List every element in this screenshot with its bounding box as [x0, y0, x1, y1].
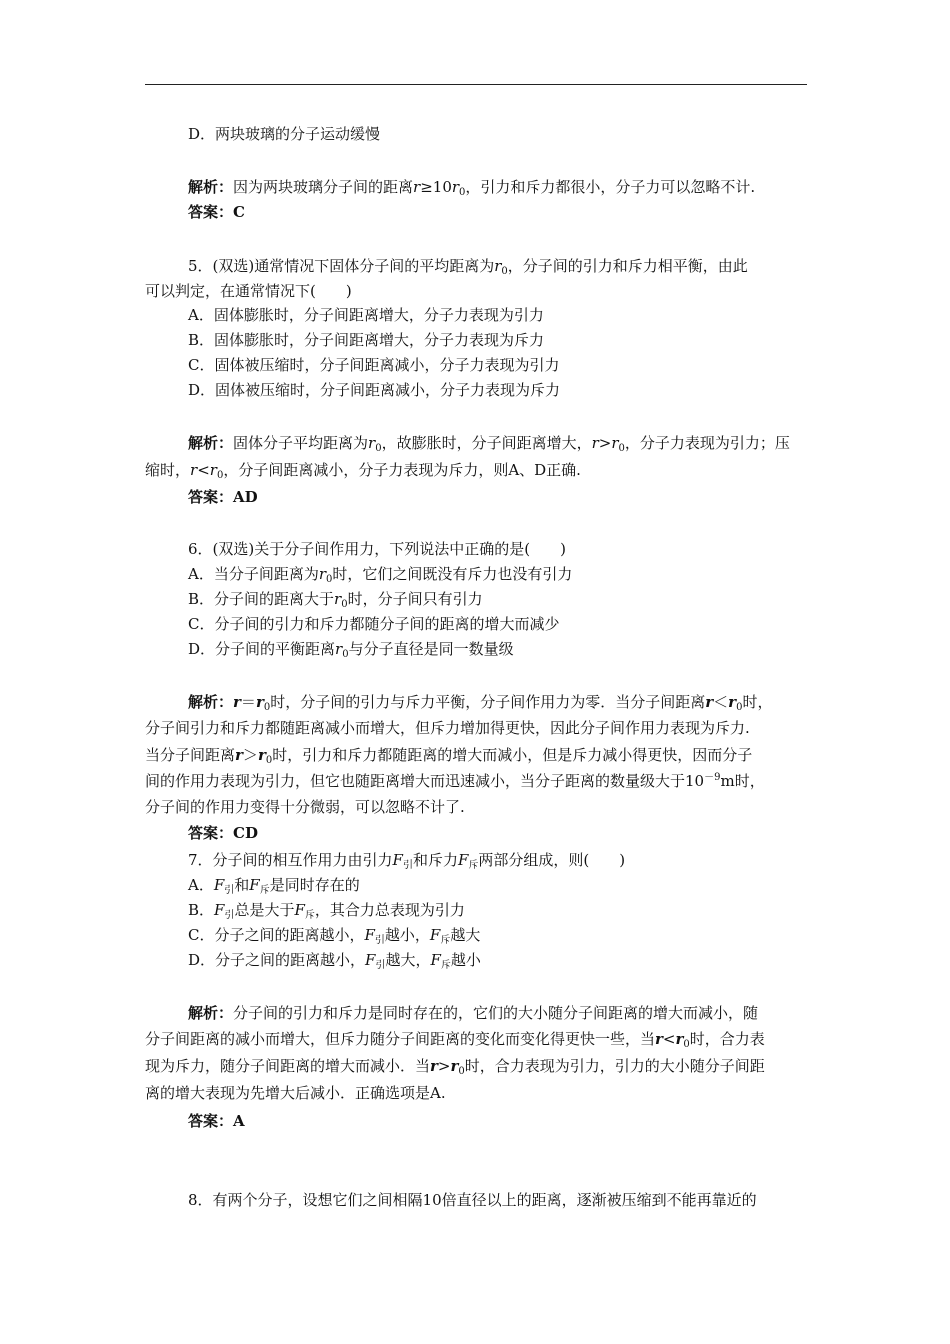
q4-analysis: 解析：因为两块玻璃分子间的距离$r\ge 10r_0$，引力和斥力都很小，分子力可以忽略不计. [188, 178, 756, 198]
q5-option-b: B．固体膨胀时，分子间距离增大，分子力表现为斥力 [188, 331, 545, 349]
q6-analysis-line5: 分子间的作用力变得十分微弱，可以忽略不计了. [145, 798, 465, 816]
q6-analysis-line3: 当分子间距离$r>r_0$时，引力和斥力都随距离的增大而减小，但是斥力减小得更快，因而分子 [145, 746, 753, 766]
q5-stem-line2: 可以判定，在通常情况下( ) [145, 282, 352, 300]
q5-analysis-line2: 缩时，$r<r_0$，分子间距离减小，分子力表现为斥力，则A、D正确. [145, 461, 581, 481]
q5-analysis-line1: 解析：固体分子平均距离为$r_0$，故膨胀时，分子间距离增大，$r>r_0$，分子力表现为引力；压 [188, 434, 790, 454]
q5-option-a: A．固体膨胀时，分子间距离增大，分子力表现为引力 [188, 306, 544, 324]
q6-stem: 6．(双选)关于分子间作用力，下列说法中正确的是( ) [188, 540, 566, 558]
header-rule [145, 84, 807, 85]
q6-analysis-line2: 分子间引力和斥力都随距离减小而增大，但斥力增加得更快，因此分子间作用力表现为斥力. [145, 719, 750, 737]
q7-analysis-line3: 现为斥力，随分子间距离的增大而减小．当$r>r_0$时，合力表现为引力，引力的大小随分子间距 [145, 1057, 765, 1077]
q7-option-d: D．分子之间的距离越小，$F_引$越大，$F_斥$越小 [188, 951, 481, 971]
q5-option-c: C．固体被压缩时，分子间距离减小，分子力表现为引力 [188, 356, 560, 374]
q6-option-a: A．当分子间距离为$r_0$时，它们之间既没有斥力也没有引力 [188, 565, 573, 585]
q5-answer: 答案：AD [188, 488, 258, 506]
q8-stem-line1: 8．有两个分子，设想它们之间相隔10倍直径以上的距离，逐渐被压缩到不能再靠近的 [188, 1191, 757, 1209]
q7-analysis-line2: 分子间距离的减小而增大，但斥力随分子间距离的变化而变化得更快一些，当$r<r_0$时，合力表 [145, 1030, 765, 1050]
q5-option-d: D．固体被压缩时，分子间距离减小，分子力表现为斥力 [188, 381, 561, 399]
q6-option-d: D．分子间的平衡距离$r_0$与分子直径是同一数量级 [188, 640, 514, 660]
q6-option-c: C．分子间的引力和斥力都随分子间的距离的增大而减少 [188, 615, 560, 633]
q6-analysis-line1: 解析：$r=r_0$时，分子间的引力与斥力平衡，分子间作用力为零．当分子间距离$r<r_0$时， [188, 693, 773, 713]
q4-answer: 答案：C [188, 203, 245, 221]
q7-option-a: A．$F_引$和$F_斥$是同时存在的 [188, 876, 360, 896]
q6-analysis-line4: 间的作用力表现为引力，但它也随距离增大而迅速减小，当分子距离的数量级大于$10^{-9}m$时， [145, 772, 765, 790]
q7-answer: 答案：A [188, 1112, 245, 1130]
q7-analysis-line4: 离的增大表现为先增大后减小．正确选项是A. [145, 1084, 446, 1102]
q7-analysis-line1: 解析：分子间的引力和斥力是同时存在的，它们的大小随分子间距离的增大而减小，随 [188, 1004, 759, 1022]
q4-option-d: D．两块玻璃的分子运动缓慢 [188, 125, 381, 143]
q7-option-c: C．分子之间的距离越小，$F_引$越小，$F_斥$越大 [188, 926, 481, 946]
q6-option-b: B．分子间的距离大于$r_0$时，分子间只有引力 [188, 590, 483, 610]
q6-answer: 答案：CD [188, 824, 258, 842]
q7-option-b: B．$F_引$总是大于$F_斥$，其合力总表现为引力 [188, 901, 465, 921]
q5-stem-line1: 5．(双选)通常情况下固体分子间的平均距离为$r_0$，分子间的引力和斥力相平衡，由此 [188, 257, 748, 277]
q7-stem: 7．分子间的相互作用力由引力$F_引$和斥力$F_斥$两部分组成，则( ) [188, 851, 626, 871]
